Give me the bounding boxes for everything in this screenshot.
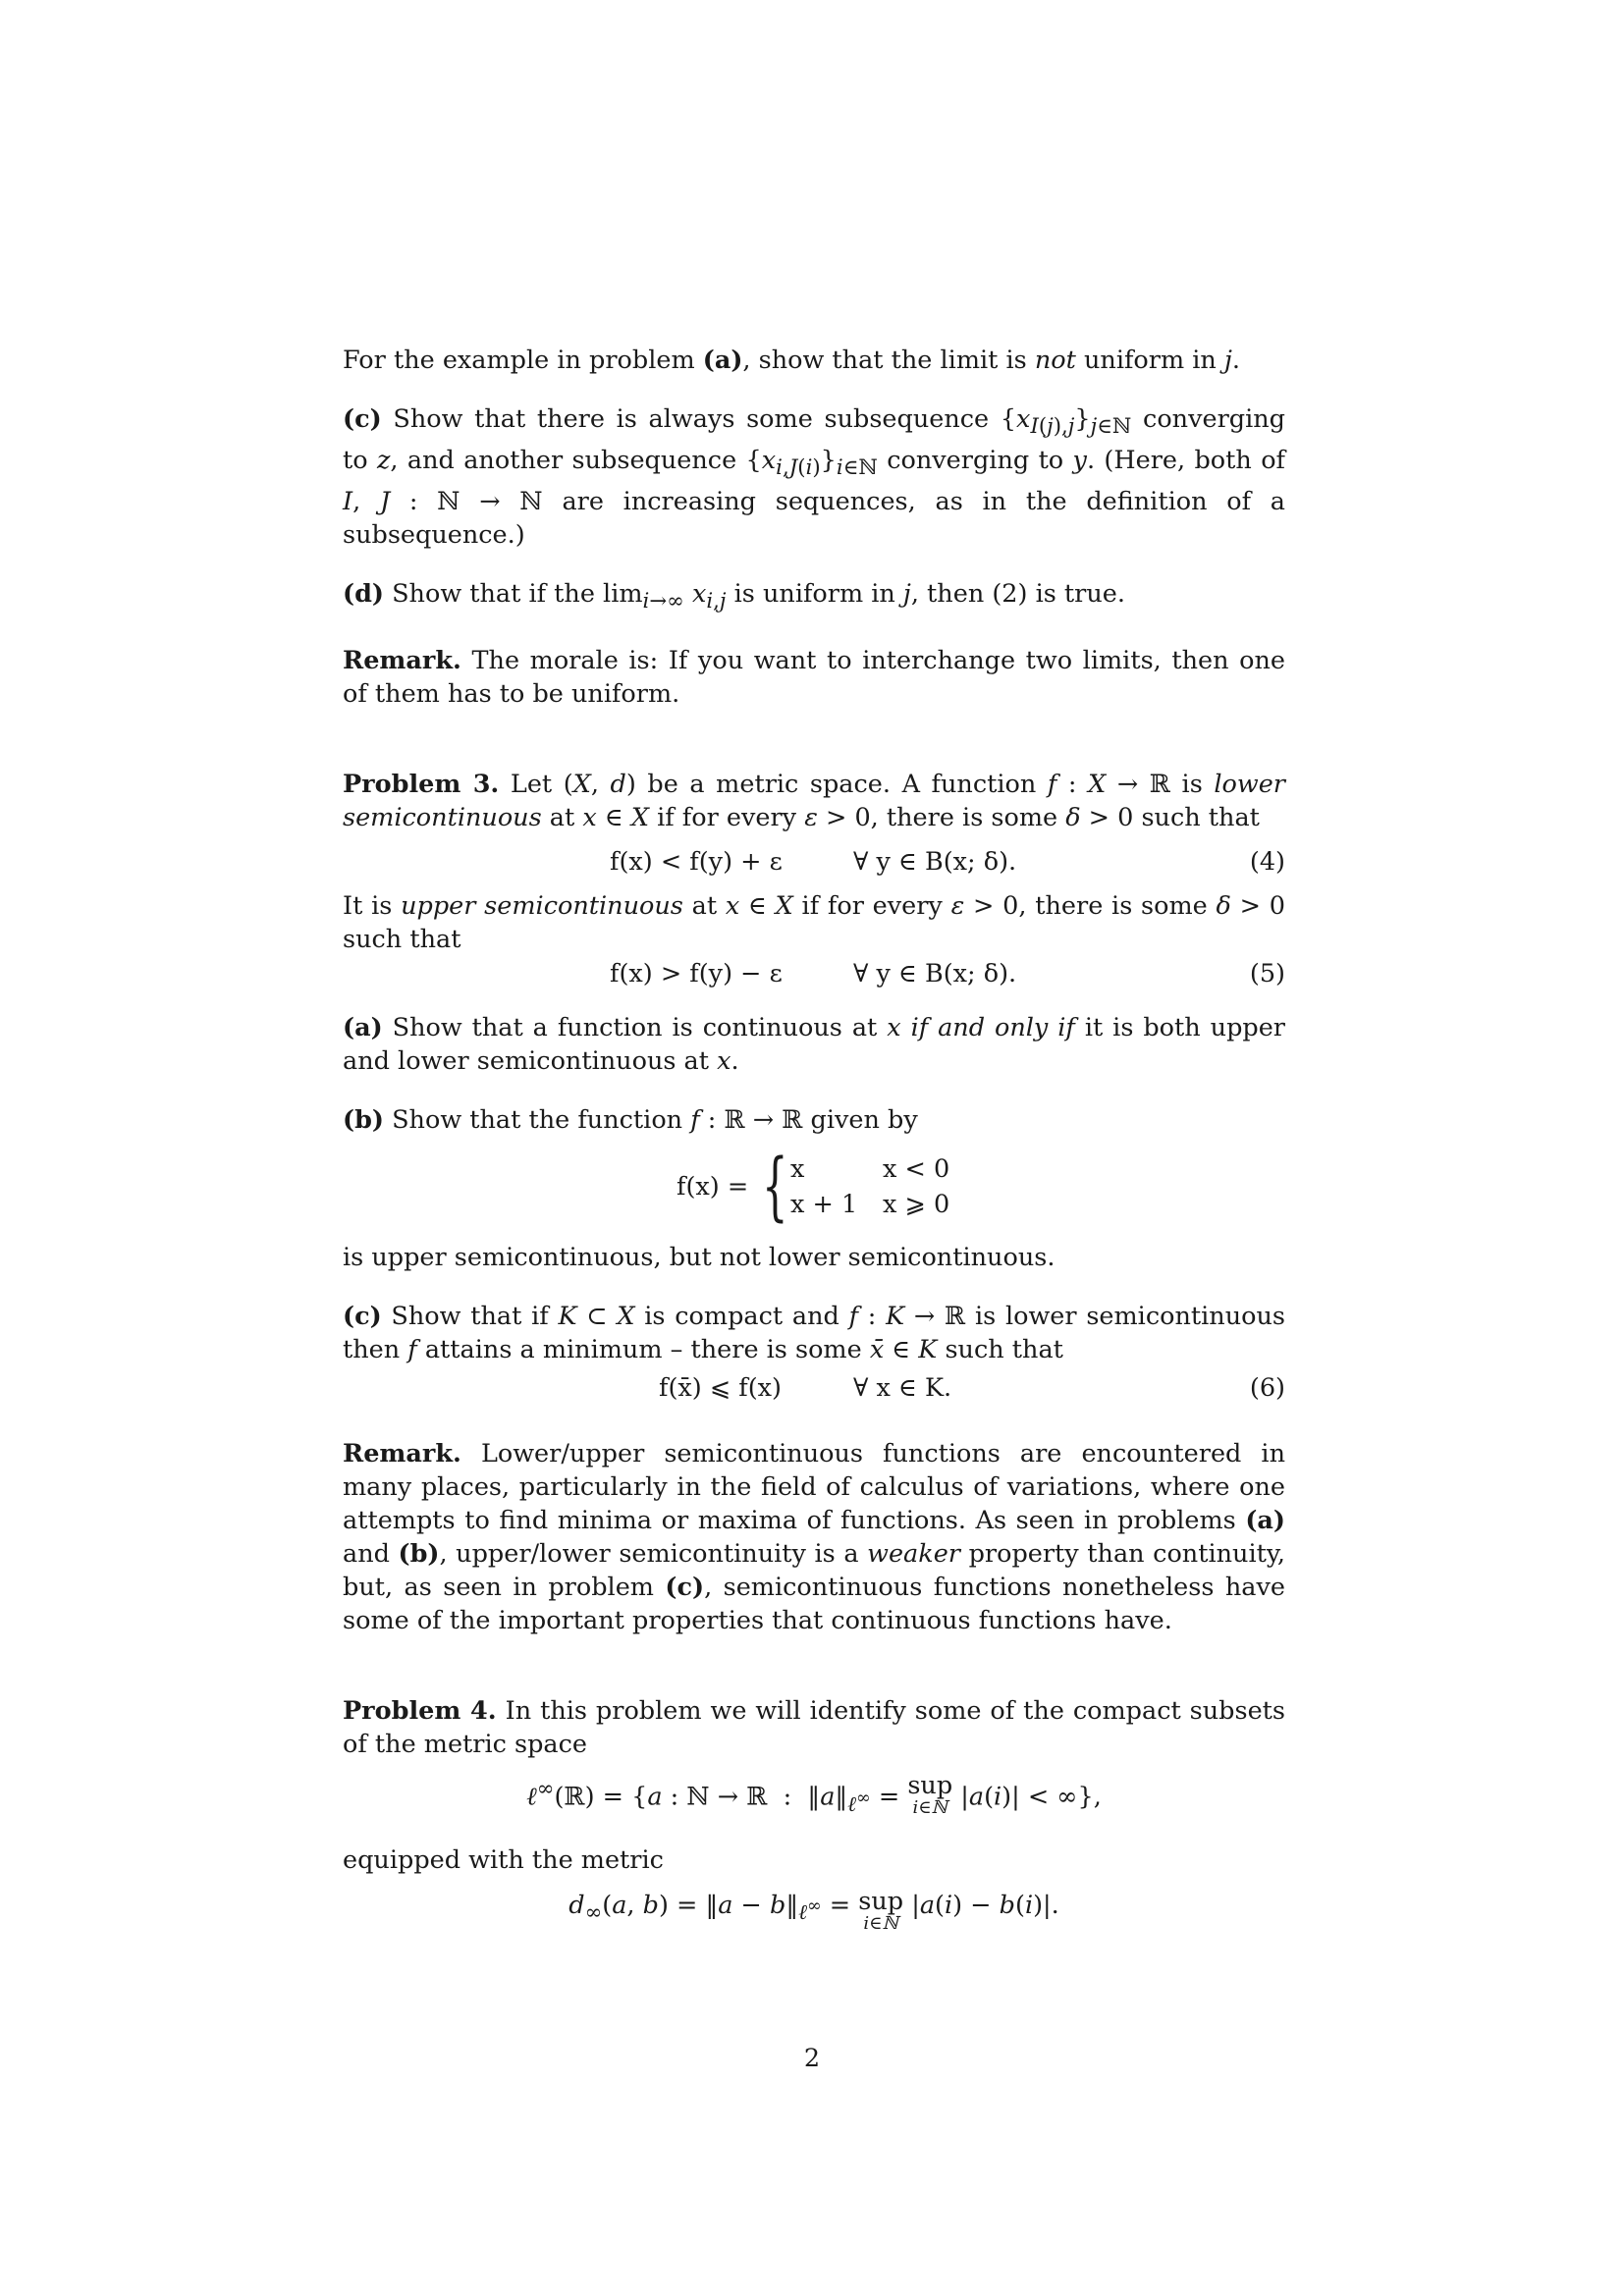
piecewise-case-1: x [790,1154,805,1185]
sup-metric-definition: $d_\infty(a$, b) = ‖a − $b‖_{\ell^\infty}$ = sup i∈ℕ |a(i) − b(i)|. [568,1887,1059,1935]
part-c-label: (c) [343,404,382,434]
equation-4 [343,844,1285,880]
problem2-part-c: (c) Show that there is always some subsequence $\{x_{I(j),j}\}_{j\in ℕ}$ converging to z, and another subsequence $\{x_{i,J(i)}\}_{i\in ℕ}$ converging to y. (Here, both of I, J : ℕ → ℕ are increasing sequences, as in the definition of a subsequence.) [343,404,1286,551]
equation-4-rhs: ∀ y ∈ B(x; δ). [853,847,1017,878]
problem3-part-b-label: (b) [343,1105,384,1136]
equation-6 [343,1370,1285,1406]
intro-line: For the example in problem (a), show that the limit is not uniform in j. [343,346,1240,375]
problem3-part-a-label: (a) [343,1013,383,1043]
remark-1-label: Remark. [343,646,461,676]
piecewise-case-2: x + 1 [790,1190,858,1220]
piecewise-lhs: f(x) = [677,1172,749,1202]
equation-4-lhs: f(x) < f(y) + ε [610,847,783,878]
piecewise-condition-1: x < 0 [883,1154,950,1185]
page-number: 2 [803,2044,821,2073]
problem4-statement [343,1694,1285,1761]
problem3-part-c: (c) Show that if K ⊂ X is compact and f : K → ℝ is lower semicontinuous then f attains a minimum – there is some x̄ ∈ K such that [343,1302,1286,1365]
equation-6-rhs: ∀ x ∈ K. [853,1373,952,1404]
remark-1-text: The morale is: If you want to interchange two limits, then one of them has to be uniform. [343,646,1285,710]
remark-1 [343,644,1285,711]
upper-semicontinuous-def: It is upper semicontinuous at x ∈ X if for every ε > 0, there is some δ > 0 such that [343,891,1285,955]
remark-2: Remark. Lower/upper semicontinuous functions are encountered in many places, particularly in the field of calculus of variations, where one attempts to find minima or maxima of functions. As seen in problems (a) and (b), upper/lower semicontinuity is a weaker property than continuity, but, as seen in problem (c), semicontinuous functions nonetheless have some of the important properties that continuous functions have. [343,1439,1285,1636]
linf-space-definition: ℓ∞(ℝ) = {a : ℕ → ℝ : $‖a‖_{\ell^\infty}$ = sup i∈ℕ |a(i)| < ∞}, [526,1771,1102,1819]
problem4-label: Problem 4. [343,1696,497,1727]
equation-5-rhs: ∀ y ∈ B(x; δ). [853,959,1017,989]
problem3-part-b: (b) Show that the function f : ℝ → ℝ given by [343,1105,918,1136]
remark-2-label: Remark. [343,1439,461,1469]
equation-5 [343,956,1285,991]
problem3-part-b-conclusion: is upper semicontinuous, but not lower semicontinuous. [343,1243,1056,1273]
problem2-part-d: (d) Show that if the $\lim_{i\to\infty} x_{i,j}$ is uniform in j, then (2) is true. [343,579,1125,614]
part-d-label: (d) [343,579,384,610]
equation-6-lhs: f(x̄) ⩽ f(x) [659,1373,783,1404]
problem3-label: Problem 3. [343,770,500,800]
page-body [343,344,1285,1959]
equation-5-lhs: f(x) > f(y) − ε [610,959,783,989]
equation-4-number: (4) [1249,847,1285,878]
problem4-text: In this problem we will identify some of the compact subsets of the metric space [343,1696,1286,1760]
problem3-statement: Problem 3. Let (X, d) be a metric space. A function f : X → ℝ is lower semicontinuous at x ∈ X if for every ε > 0, there is some δ > 0 such that [343,770,1285,833]
problem3-part-c-label: (c) [343,1302,382,1332]
problem3-part-a: (a) Show that a function is continuous at x if and only if it is both upper and lower semicontinuous at x. [343,1013,1285,1077]
equation-5-number: (5) [1249,959,1285,989]
equation-6-number: (6) [1249,1373,1285,1404]
left-brace: { [762,1142,788,1230]
piecewise-function [343,1142,1285,1230]
piecewise-condition-2: x ⩾ 0 [883,1190,950,1220]
problem4-metric-intro: equipped with the metric [343,1845,664,1876]
